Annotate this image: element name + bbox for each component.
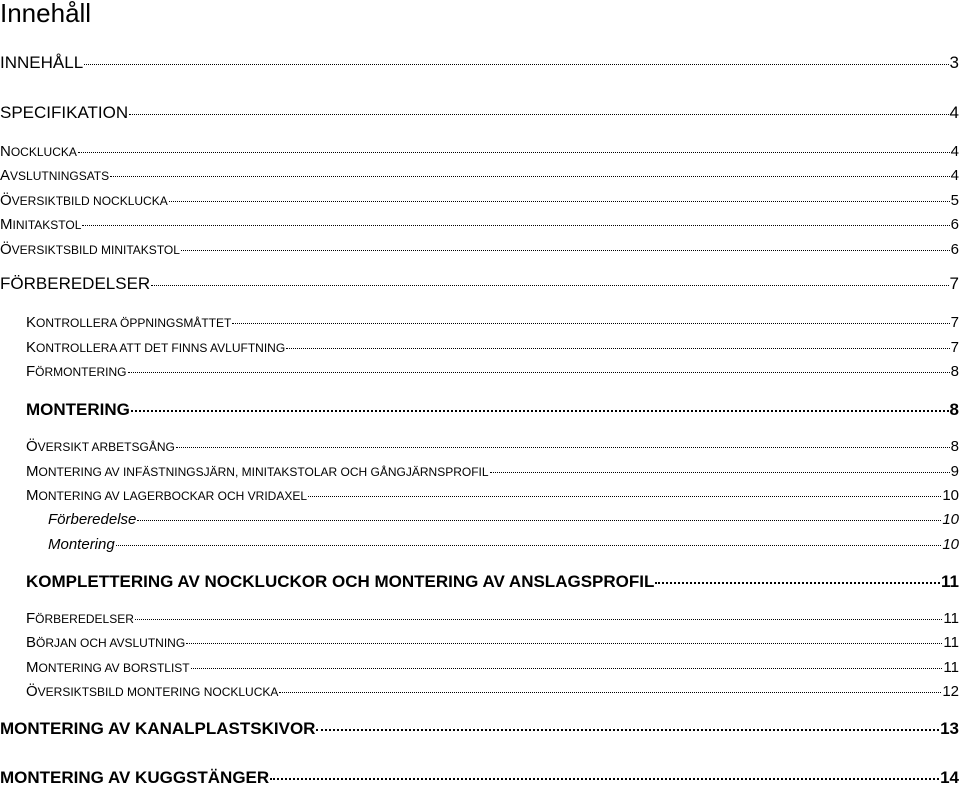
toc-entry-label: MONTERING AV LAGERBOCKAR OCH VRIDAXEL — [26, 487, 308, 504]
toc-entry-forberedelser[interactable] — [0, 271, 959, 294]
toc-page-number: 11 — [941, 572, 959, 591]
toc-entry-label: MONTERING — [26, 400, 130, 419]
toc-page-number: 5 — [950, 192, 959, 209]
toc-entry-label: MONTERING AV KANALPLASTSKIVOR — [0, 719, 316, 738]
toc-entry-minitakstol[interactable] — [0, 213, 959, 233]
dot-leader — [128, 357, 950, 373]
dot-leader — [82, 210, 949, 226]
dot-leader — [151, 268, 948, 286]
toc-entry-label: ÖVERSIKT ARBETSGÅNG — [26, 438, 175, 455]
toc-entry-oversikt-arbetsgang[interactable] — [26, 435, 959, 455]
toc-entry-borjan-och-avslutning[interactable] — [26, 631, 959, 651]
dot-leader — [131, 393, 949, 412]
toc-page-number: 11 — [943, 634, 959, 651]
toc-page-number: 13 — [940, 719, 959, 738]
toc-page-number: 9 — [950, 463, 959, 480]
toc-page-number: 6 — [950, 216, 959, 233]
toc-page-number: 11 — [943, 610, 959, 627]
toc-page-number: 7 — [949, 274, 959, 293]
toc-entry-label: INNEHÅLL — [0, 53, 84, 72]
toc-entry-montering-borstlist[interactable] — [26, 656, 959, 676]
toc-entry-oversiktsbild-montering-nocklucka[interactable] — [26, 680, 959, 700]
dot-leader — [308, 481, 941, 497]
dot-leader — [286, 333, 949, 349]
toc-entry-montering[interactable] — [26, 396, 959, 420]
toc-entry-forberedelse[interactable] — [48, 508, 959, 528]
dot-leader — [78, 137, 950, 153]
toc-entry-label: ÖVERSIKTSBILD MINITAKSTOL — [0, 241, 180, 258]
toc-entry-kontrollera-oppningsmattet[interactable] — [26, 311, 959, 331]
page-title: Innehåll — [0, 0, 92, 28]
toc-entry-label: KONTROLLERA ATT DET FINNS AVLUFTNING — [26, 339, 286, 356]
toc-entry-label: ÖVERSIKTBILD NOCKLUCKA — [0, 192, 168, 209]
toc-page-number: 4 — [949, 103, 959, 122]
toc-entry-label: FÖRBEREDELSER — [0, 274, 151, 293]
toc-page-number: 8 — [950, 438, 959, 455]
dot-leader — [186, 628, 942, 644]
dot-leader — [316, 712, 939, 731]
toc-page-number: 10 — [942, 511, 959, 528]
toc-page-number: 10 — [942, 536, 959, 553]
dot-leader — [110, 161, 950, 177]
dot-leader — [181, 235, 950, 251]
toc-entry-kuggstanger[interactable] — [0, 764, 959, 788]
toc-entry-montering-sub[interactable] — [48, 533, 959, 553]
toc-page-number: 6 — [950, 241, 959, 258]
toc-entry-label: ÖVERSIKTSBILD MONTERING NOCKLUCKA — [26, 683, 279, 700]
toc-entry-label: FÖRMONTERING — [26, 363, 127, 380]
toc-page-number: 4 — [950, 143, 959, 160]
toc-entry-kontrollera-avluftning[interactable] — [26, 336, 959, 356]
toc-entry-label: MONTERING AV KUGGSTÄNGER — [0, 768, 270, 787]
dot-leader — [116, 530, 942, 546]
toc-page-number: 3 — [949, 53, 959, 72]
toc-entry-montering-infastningsjarn[interactable] — [26, 460, 959, 480]
toc-entry-label: SPECIFIKATION — [0, 103, 129, 122]
toc-entry-kanalplastskivor[interactable] — [0, 715, 959, 739]
toc-entry-nocklucka[interactable] — [0, 140, 959, 160]
dot-leader — [137, 505, 941, 521]
dot-leader — [135, 604, 943, 620]
toc-entry-komplettering[interactable] — [26, 568, 959, 592]
toc-entry-label: KOMPLETTERING AV NOCKLUCKOR OCH MONTERING AV ANSLAGSPROFIL — [26, 572, 655, 591]
dot-leader — [129, 97, 948, 115]
toc-page-number: 12 — [942, 683, 959, 700]
toc-entry-label: MONTERING AV BORSTLIST — [26, 659, 190, 676]
dot-leader — [655, 565, 940, 584]
dot-leader — [84, 47, 948, 65]
dot-leader — [232, 308, 949, 324]
toc-entry-label: Förberedelse — [48, 511, 137, 528]
toc-entry-label: MINITAKSTOL — [0, 216, 82, 233]
dot-leader — [191, 653, 943, 669]
toc-entry-label: BÖRJAN OCH AVSLUTNING — [26, 634, 186, 651]
toc-entry-label: MONTERING AV INFÄSTNINGSJÄRN, MINITAKSTOLAR OCH GÅNGJÄRNSPROFIL — [26, 463, 489, 480]
dot-leader — [270, 761, 939, 780]
toc-entry-formontering[interactable] — [26, 360, 959, 380]
toc-page-number: 8 — [950, 363, 959, 380]
dot-leader — [490, 457, 950, 473]
toc-entry-label: NOCKLUCKA — [0, 143, 77, 160]
toc-entry-specifikation[interactable] — [0, 100, 959, 123]
toc-entry-label: FÖRBEREDELSER — [26, 610, 134, 627]
toc-page-number: 4 — [950, 167, 959, 184]
toc-entry-oversiktsbild-minitakstol[interactable] — [0, 238, 959, 258]
dot-leader — [279, 677, 941, 693]
toc-page-number: 11 — [943, 659, 959, 676]
toc-page-number: 14 — [940, 768, 959, 787]
toc-entry-avslutningsats[interactable] — [0, 164, 959, 184]
toc-page-number: 10 — [942, 487, 959, 504]
toc-entry-innehall[interactable] — [0, 50, 959, 73]
toc-page-number: 8 — [949, 400, 959, 419]
toc-entry-montering-lagerbockar[interactable] — [26, 484, 959, 504]
toc-page-number: 7 — [950, 314, 959, 331]
dot-leader — [169, 186, 950, 202]
toc-entry-label: AVSLUTNINGSATS — [0, 167, 110, 184]
toc-entry-oversiktbild-nocklucka[interactable] — [0, 189, 959, 209]
dot-leader — [176, 432, 950, 448]
toc-page-number: 7 — [950, 339, 959, 356]
toc-entry-label: Montering — [48, 536, 115, 553]
toc-entry-label: KONTROLLERA ÖPPNINGSMÅTTET — [26, 314, 232, 331]
toc-entry-forberedelser-2[interactable] — [26, 607, 959, 627]
